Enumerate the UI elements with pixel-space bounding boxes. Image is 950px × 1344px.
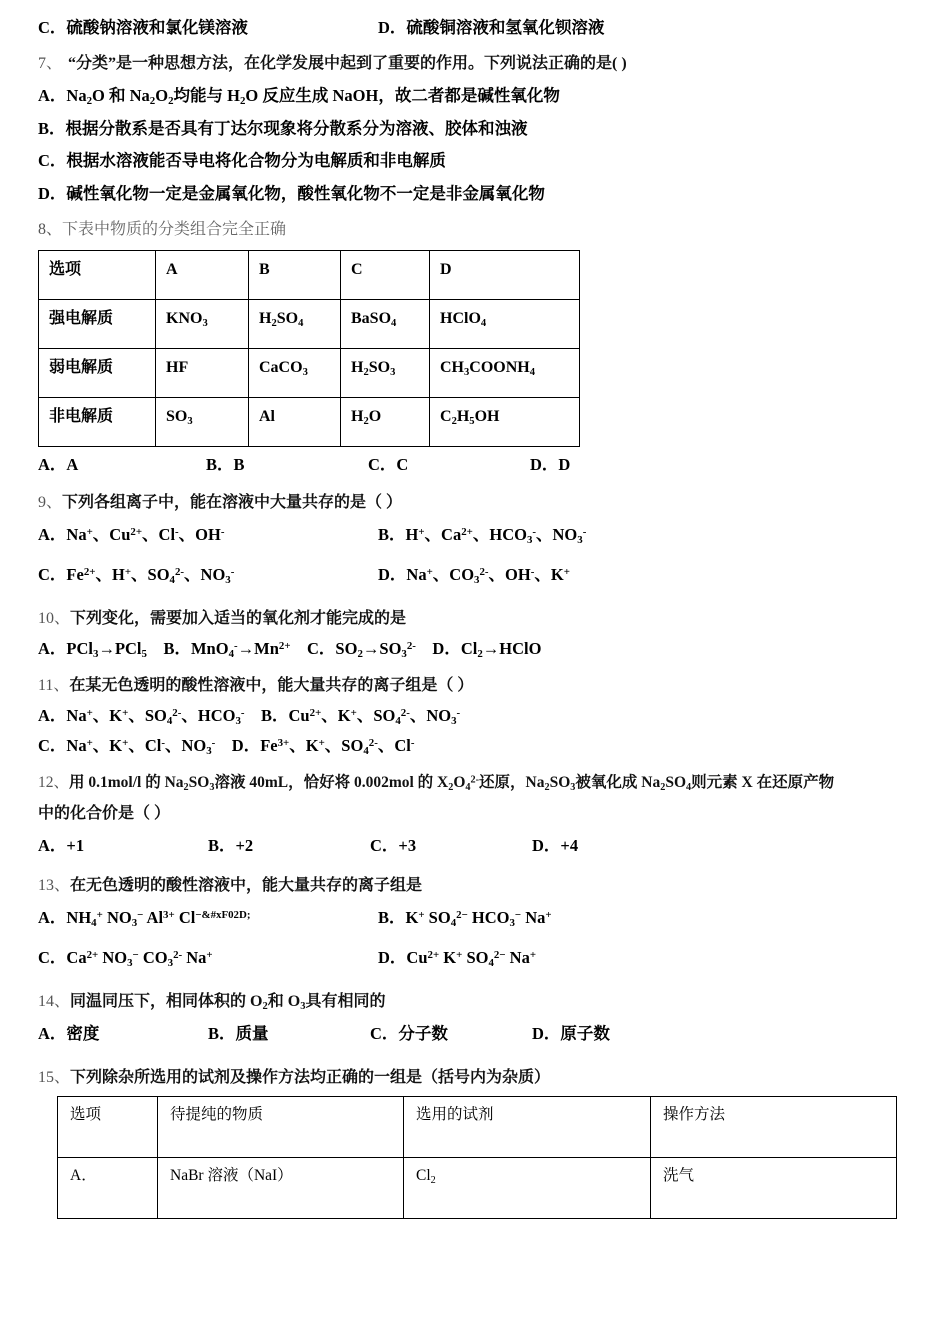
q15-cell-r0-c3: 洗气 <box>651 1158 897 1219</box>
q15-header-cell-2: 选用的试剂 <box>404 1097 651 1158</box>
q7-option-a-label: A． <box>38 86 67 105</box>
q8-answer-d: D．D <box>530 455 571 474</box>
table-row <box>39 300 580 349</box>
q9-option-d: D．Na+、$CO_3^{2-}$、OH-、K+ <box>378 565 570 587</box>
q7-option-b <box>38 118 910 138</box>
q13-options-row-1 <box>38 910 910 934</box>
question-12-stem-text-2: 中的化合价是（ ） <box>38 805 171 822</box>
q7-option-c-text: 根据水溶液能否导电将化合物分为电解质和非电解质 <box>66 151 446 170</box>
q14-answer-b: B．质量 <box>208 1024 269 1043</box>
q8-cell-r0-c2: $H_2SO_4$ <box>249 300 341 349</box>
q7-option-c-label: C． <box>38 151 67 170</box>
q8-cell-r1-c3: $H_2SO_3$ <box>341 349 430 398</box>
q11-options-cd: C．Na+、K+、Cl-、$NO_3^-$ D．$Fe^{3+}$、K+、$SO_4^{2-}$、Cl- <box>38 736 415 758</box>
question-11-stem <box>38 678 910 694</box>
question-7-number: 7、 <box>38 55 63 72</box>
q12-answer-row <box>38 838 910 862</box>
q11-options-row-2 <box>38 736 910 758</box>
q8-answer-a: A．A <box>38 455 79 474</box>
q9-option-b: B．H+、$Ca^{2+}$、$HCO_3^-$、$NO_3^-$ <box>378 525 587 547</box>
q11-options-ab: A．Na+、K+、$SO_4^{2-}$、$HCO_3^-$ B．$Cu^{2+}$、K+、$SO_4^{2-}$、$NO_3^-$ <box>38 705 461 727</box>
table-row <box>58 1158 897 1219</box>
q8-cell-r2-c4: $C_2H_5OH$ <box>430 398 580 447</box>
question-11-stem-text: 在某无色透明的酸性溶液中，能大量共存的离子组是（ ） <box>69 676 474 694</box>
q12-answer-a: A．+1 <box>38 836 85 855</box>
q8-header-cell-3: C <box>341 251 430 300</box>
q6-option-d-text: 硫酸铜溶液和氢氧化钡溶液 <box>406 18 605 37</box>
q7-option-d <box>38 183 910 203</box>
q14-answer-d: D．原子数 <box>532 1024 610 1043</box>
q9-options-row-1 <box>38 527 910 551</box>
q8-cell-r1-c2: CaCO$_3$ <box>249 349 341 398</box>
q8-cell-r0-c1: $KNO_3$ <box>156 300 249 349</box>
q8-cell-r1-c1: HF <box>156 349 249 398</box>
question-8-number: 8、 <box>38 221 63 238</box>
q6-option-d <box>378 20 604 37</box>
question-12-stem-text-1: 用 0.1mol/l 的 $Na_2SO_3$溶液 40mL，恰好将 0.002mol 的 $X_2O_4^{2-}$还原，$Na_2SO_3$被氧化成 $Na_2SO_4$则元素 X 在还原产物 <box>69 773 835 793</box>
q9-option-c: C．$Fe^{2+}$、H+、$SO_4^{2-}$、$NO_3^-$ <box>38 565 235 587</box>
q8-answer-row <box>38 457 910 479</box>
question-7-stem-text: “分类”是一种思想方法，在化学发展中起到了重要的作用。下列说法正确的是( ) <box>68 55 627 72</box>
question-9-stem <box>38 495 910 511</box>
q7-option-b-text: 根据分散系是否具有丁达尔现象将分散系分为溶液、胶体和浊液 <box>65 118 528 138</box>
q6-option-c-text: 硫酸钠溶液和氯化镁溶液 <box>66 18 248 37</box>
question-8-stem <box>38 222 910 238</box>
question-12-stem-line-2 <box>38 806 910 822</box>
q7-option-c <box>38 153 910 170</box>
q8-cell-r0-c0: 强电解质 <box>39 300 156 349</box>
q8-classification-table <box>38 250 580 447</box>
q6-option-c-label: C． <box>38 18 67 37</box>
q13-option-c: C．$Ca^{2+}$ $NO_3^-$ $CO_3^{2-}$ Na+ <box>38 948 213 970</box>
q9-option-a: A．Na+、$Cu^{2+}$、Cl-、OH- <box>38 525 225 544</box>
q8-header-cell-1: A <box>156 251 249 300</box>
question-13-stem-text: 在无色透明的酸性溶液中，能大量共存的离子组是 <box>70 877 423 894</box>
question-9-number: 9、 <box>38 494 63 511</box>
question-15-stem <box>38 1070 910 1086</box>
table-row-header <box>58 1097 897 1158</box>
q8-cell-r2-c1: $SO_3$ <box>156 398 249 447</box>
question-12-stem-line-1 <box>38 775 910 791</box>
q15-header-cell-0: 选项 <box>58 1097 158 1158</box>
q7-option-d-text: 碱性氧化物一定是金属氧化物，酸性氧化物不一定是非金属氧化物 <box>66 183 545 203</box>
q7-option-d-label: D． <box>38 183 67 203</box>
q10-options-row <box>38 639 910 661</box>
q7-option-b-label: B． <box>38 118 66 138</box>
q9-options-row-2 <box>38 567 910 591</box>
q15-header-cell-1: 待提纯的物质 <box>158 1097 404 1158</box>
question-8-stem-text: 下表中物质的分类组合完全正确 <box>62 221 287 238</box>
q8-header-cell-0: 选项 <box>39 251 156 300</box>
q15-cell-r0-c0: A． <box>58 1158 158 1219</box>
question-13-stem <box>38 878 910 894</box>
question-14-stem-text: 同温同压下，相同体积的 $O_2$和 $O_3$具有相同的 <box>70 993 386 1012</box>
q12-answer-d: D．+4 <box>532 836 579 855</box>
question-7-stem <box>38 56 910 72</box>
q11-options-row-1 <box>38 705 910 727</box>
q8-answer-c: C．C <box>368 455 409 474</box>
q6-option-d-label: D． <box>378 18 407 37</box>
q8-cell-r1-c0: 弱电解质 <box>39 349 156 398</box>
q14-answer-c: C．分子数 <box>370 1024 448 1043</box>
q7-option-a <box>38 86 910 108</box>
q13-option-b: B．K+ $SO_4^{2-}$ $HCO_3^-$ Na+ <box>378 908 552 930</box>
table-row-header <box>39 251 580 300</box>
q8-cell-r2-c3: $H_2O$ <box>341 398 430 447</box>
q15-purification-table <box>57 1096 897 1219</box>
q8-cell-r1-c4: $CH_3COONH_4$ <box>430 349 580 398</box>
q14-answer-row <box>38 1026 910 1050</box>
question-9-stem-text: 下列各组离子中，能在溶液中大量共存的是（ ） <box>62 494 403 511</box>
table-row <box>39 349 580 398</box>
q10-options-text: A．PCl$_3$→PCl$_5$ B．$MnO_4^-\to Mn^{2+}$ C．$SO_2\to SO_3^{2-}$ D．$Cl_2\to HClO$ <box>38 639 542 661</box>
q7-option-a-text: $Na_2O$ 和 $Na_2O_2$均能与 $H_2O$ 反应生成 NaOH，故二者都是碱性氧化物 <box>66 86 560 108</box>
q8-cell-r0-c4: HClO$_4$ <box>430 300 580 349</box>
question-11-number: 11、 <box>38 676 70 694</box>
q8-header-cell-2: B <box>249 251 341 300</box>
question-10-stem-text: 下列变化，需要加入适当的氧化剂才能完成的是 <box>70 610 407 627</box>
q15-header-cell-3: 操作方法 <box>651 1097 897 1158</box>
q8-cell-r2-c0: 非电解质 <box>39 398 156 447</box>
q6-options-row <box>38 20 910 42</box>
q8-answer-b: B．B <box>206 455 245 474</box>
q6-option-c <box>38 20 248 37</box>
question-12-number: 12、 <box>38 773 70 791</box>
q13-options-row-2 <box>38 950 910 974</box>
q15-cell-r0-c1: NaBr 溶液（NaI） <box>158 1158 404 1219</box>
q8-header-cell-4: D <box>430 251 580 300</box>
q12-answer-c: C．+3 <box>370 836 417 855</box>
q13-option-d: D．$Cu^{2+}$ K+ $SO_4^{2-}$ Na+ <box>378 948 537 970</box>
q14-answer-a: A．密度 <box>38 1024 100 1043</box>
question-13-number: 13、 <box>38 877 71 894</box>
q12-answer-b: B．+2 <box>208 836 254 855</box>
question-15-number: 15、 <box>38 1069 71 1086</box>
question-14-stem <box>38 994 910 1010</box>
q8-cell-r0-c3: BaSO$_4$ <box>341 300 430 349</box>
q8-cell-r2-c2: Al <box>249 398 341 447</box>
question-15-stem-text: 下列除杂所选用的试剂及操作方法均正确的一组是（括号内为杂质） <box>70 1069 551 1086</box>
q15-cell-r0-c2: $Cl_2$ <box>404 1158 651 1219</box>
question-14-number: 14、 <box>38 993 71 1010</box>
table-row <box>39 398 580 447</box>
q13-option-a: A．$NH_4^+$ $NO_3^-$ $Al^{3+}$ $Cl^{-\&\#xF02D;}$ <box>38 908 251 930</box>
question-10-stem <box>38 611 910 627</box>
question-10-number: 10、 <box>38 610 71 627</box>
